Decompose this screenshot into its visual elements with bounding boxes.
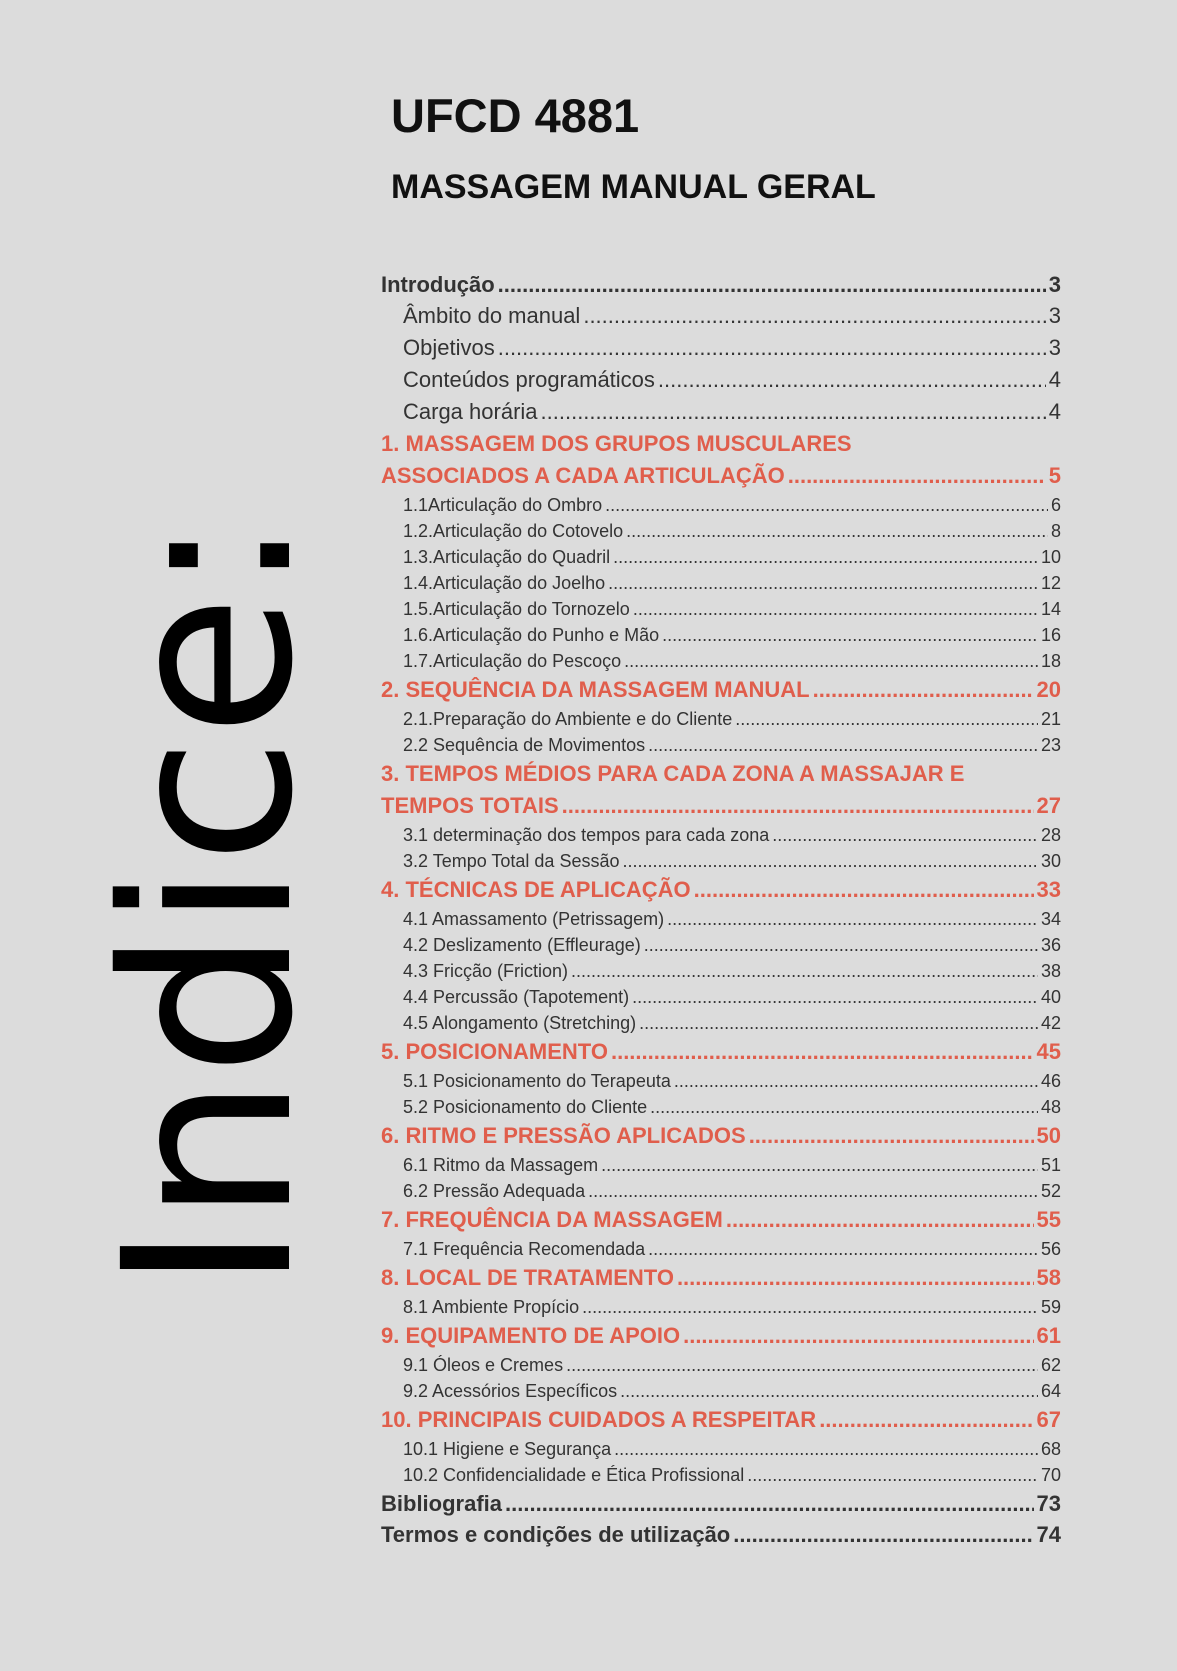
dot-leader bbox=[626, 521, 1048, 542]
toc-section-label: 4.4 Percussão (Tapotement) bbox=[403, 987, 630, 1007]
dot-leader bbox=[498, 272, 1046, 298]
toc-page-number: 61 bbox=[1036, 1323, 1061, 1348]
toc-entry-label: Objetivos bbox=[403, 335, 495, 360]
toc-page-number: 58 bbox=[1036, 1265, 1061, 1290]
dot-leader bbox=[620, 1381, 1038, 1402]
toc-entry-label: Carga horária bbox=[403, 399, 538, 424]
toc-page-number: 64 bbox=[1040, 1381, 1061, 1401]
dot-leader bbox=[608, 573, 1038, 594]
toc-section[interactable] bbox=[381, 1439, 1061, 1465]
toc-entry[interactable] bbox=[381, 335, 1061, 367]
toc-chapter-1-heading-line1[interactable]: 1. MASSAGEM DOS GRUPOS MUSCULARES bbox=[381, 431, 852, 456]
dot-leader bbox=[622, 851, 1037, 872]
toc-section[interactable] bbox=[381, 599, 1061, 625]
toc-page-number: 59 bbox=[1040, 1297, 1061, 1317]
toc-chapter-10[interactable] bbox=[381, 1407, 1061, 1439]
dot-leader bbox=[601, 1155, 1038, 1176]
toc-section-label: 1.5.Articulação do Tornozelo bbox=[403, 599, 630, 619]
toc-chapter-label: ASSOCIADOS A CADA ARTICULAÇÃO bbox=[381, 463, 785, 488]
dot-leader bbox=[582, 1297, 1038, 1318]
toc-page-number: 48 bbox=[1040, 1097, 1061, 1117]
toc-section[interactable] bbox=[381, 573, 1061, 599]
dot-leader bbox=[726, 1207, 1034, 1233]
toc-page-number: 50 bbox=[1036, 1123, 1061, 1148]
toc-page-number: 45 bbox=[1036, 1039, 1061, 1064]
dot-leader bbox=[674, 1071, 1038, 1092]
toc-page-number: 8 bbox=[1050, 521, 1061, 541]
toc-section[interactable] bbox=[381, 961, 1061, 987]
toc-section[interactable] bbox=[381, 1355, 1061, 1381]
toc-section[interactable] bbox=[381, 987, 1061, 1013]
dot-leader bbox=[571, 961, 1038, 982]
toc-entry-label: Bibliografia bbox=[381, 1491, 503, 1516]
toc-section-label: 10.1 Higiene e Segurança bbox=[403, 1439, 612, 1459]
toc-page-number: 46 bbox=[1040, 1071, 1061, 1091]
toc-page-number: 20 bbox=[1036, 677, 1061, 702]
dot-leader bbox=[605, 495, 1048, 516]
dot-leader bbox=[733, 1522, 1033, 1548]
toc-section-label: 9.1 Óleos e Cremes bbox=[403, 1355, 564, 1375]
toc-section[interactable] bbox=[381, 1239, 1061, 1265]
toc-chapter-6[interactable] bbox=[381, 1123, 1061, 1155]
toc-page-number: 3 bbox=[1048, 272, 1061, 297]
toc-section-label: 2.2 Sequência de Movimentos bbox=[403, 735, 646, 755]
toc-section-label: 9.2 Acessórios Específicos bbox=[403, 1381, 618, 1401]
dot-leader bbox=[639, 1013, 1038, 1034]
dot-leader bbox=[749, 1123, 1034, 1149]
toc-chapter-label: 7. FREQUÊNCIA DA MASSAGEM bbox=[381, 1207, 723, 1232]
toc-entry-terms[interactable] bbox=[381, 1522, 1061, 1553]
dot-leader bbox=[662, 625, 1038, 646]
toc-section-label: 4.2 Deslizamento (Effleurage) bbox=[403, 935, 641, 955]
dot-leader bbox=[658, 367, 1046, 393]
toc-chapter-3[interactable] bbox=[381, 793, 1061, 825]
toc-page-number: 4 bbox=[1048, 399, 1061, 424]
toc-section-label: 1.7.Articulação do Pescoço bbox=[403, 651, 622, 671]
toc-page-number: 21 bbox=[1040, 709, 1061, 729]
toc-page-number: 18 bbox=[1040, 651, 1061, 671]
dot-leader bbox=[633, 599, 1038, 620]
toc-page-number: 70 bbox=[1040, 1465, 1061, 1485]
dot-leader bbox=[683, 1323, 1033, 1349]
toc-chapter-label: TEMPOS TOTAIS bbox=[381, 793, 559, 818]
toc-section-label: 1.1Articulação do Ombro bbox=[403, 495, 603, 515]
dot-leader bbox=[644, 935, 1038, 956]
dot-leader bbox=[566, 1355, 1038, 1376]
toc-section-label: 4.5 Alongamento (Stretching) bbox=[403, 1013, 637, 1033]
toc-chapter-2[interactable] bbox=[381, 677, 1061, 709]
toc-chapter-label: 6. RITMO E PRESSÃO APLICADOS bbox=[381, 1123, 746, 1148]
toc-section-label: 10.2 Confidencialidade e Ética Profissional bbox=[403, 1465, 745, 1485]
toc-chapter-4[interactable] bbox=[381, 877, 1061, 909]
dot-leader bbox=[588, 1181, 1038, 1202]
dot-leader bbox=[498, 335, 1046, 361]
dot-leader bbox=[613, 547, 1038, 568]
toc-chapter-label: 2. SEQUÊNCIA DA MASSAGEM MANUAL bbox=[381, 677, 810, 702]
toc-chapter-label: 4. TÉCNICAS DE APLICAÇÃO bbox=[381, 877, 691, 902]
toc-page-number: 40 bbox=[1040, 987, 1061, 1007]
toc-section[interactable] bbox=[381, 495, 1061, 521]
toc-section[interactable] bbox=[381, 735, 1061, 761]
dot-leader bbox=[650, 1097, 1038, 1118]
toc-page-number: 3 bbox=[1048, 335, 1061, 360]
toc-section-label: 2.1.Preparação do Ambiente e do Cliente bbox=[403, 709, 733, 729]
toc-page-number: 52 bbox=[1040, 1181, 1061, 1201]
toc-section-label: 1.2.Articulação do Cotovelo bbox=[403, 521, 624, 541]
toc-page-number: 3 bbox=[1048, 303, 1061, 328]
toc-entry-label: Introdução bbox=[381, 272, 495, 297]
toc-section[interactable] bbox=[381, 851, 1061, 877]
toc-section[interactable] bbox=[381, 1097, 1061, 1123]
dot-leader bbox=[541, 399, 1046, 425]
toc-chapter-3-heading-line1[interactable]: 3. TEMPOS MÉDIOS PARA CADA ZONA A MASSAJAR E bbox=[381, 761, 965, 786]
dot-leader bbox=[772, 825, 1038, 846]
toc-entry-bibliography[interactable] bbox=[381, 1491, 1061, 1522]
toc-chapter-label: 8. LOCAL DE TRATAMENTO bbox=[381, 1265, 674, 1290]
dot-leader bbox=[813, 677, 1034, 703]
document-code: UFCD 4881 bbox=[391, 89, 640, 142]
toc-page-number: 55 bbox=[1036, 1207, 1061, 1232]
toc-section[interactable] bbox=[381, 1181, 1061, 1207]
dot-leader bbox=[667, 909, 1038, 930]
toc-section[interactable] bbox=[381, 709, 1061, 735]
toc-page-number: 10 bbox=[1040, 547, 1061, 567]
dot-leader bbox=[583, 303, 1045, 329]
toc-page-number: 23 bbox=[1040, 735, 1061, 755]
toc-section[interactable] bbox=[381, 1155, 1061, 1181]
toc-section[interactable] bbox=[381, 547, 1061, 573]
dot-leader bbox=[819, 1407, 1033, 1433]
toc-section-label: 6.2 Pressão Adequada bbox=[403, 1181, 586, 1201]
dot-leader bbox=[611, 1039, 1034, 1065]
toc-section[interactable] bbox=[381, 909, 1061, 935]
toc-entry[interactable] bbox=[381, 303, 1061, 335]
toc-entry-label: Âmbito do manual bbox=[403, 303, 581, 328]
table-of-contents bbox=[381, 272, 1061, 1553]
toc-section-label: 1.3.Articulação do Quadril bbox=[403, 547, 611, 567]
dot-leader bbox=[735, 709, 1038, 730]
dot-leader bbox=[677, 1265, 1034, 1291]
toc-section-label: 4.3 Fricção (Friction) bbox=[403, 961, 569, 981]
toc-page-number: 6 bbox=[1050, 495, 1061, 515]
toc-entry-label: Termos e condições de utilização bbox=[381, 1522, 731, 1547]
dot-leader bbox=[562, 793, 1034, 819]
side-title: Indice: bbox=[74, 516, 344, 1292]
toc-page-number: 74 bbox=[1036, 1522, 1061, 1547]
toc-page-number: 67 bbox=[1036, 1407, 1061, 1432]
toc-chapter-label: 5. POSICIONAMENTO bbox=[381, 1039, 608, 1064]
toc-section-label: 1.4.Articulação do Joelho bbox=[403, 573, 606, 593]
toc-page-number: 16 bbox=[1040, 625, 1061, 645]
toc-page-number: 51 bbox=[1040, 1155, 1061, 1175]
toc-page-number: 27 bbox=[1036, 793, 1061, 818]
toc-page-number: 30 bbox=[1040, 851, 1061, 871]
toc-chapter-5[interactable] bbox=[381, 1039, 1061, 1071]
toc-section[interactable] bbox=[381, 625, 1061, 651]
toc-chapter-label: 9. EQUIPAMENTO DE APOIO bbox=[381, 1323, 681, 1348]
toc-chapter-1[interactable] bbox=[381, 463, 1061, 495]
toc-section-label: 7.1 Frequência Recomendada bbox=[403, 1239, 646, 1259]
toc-section[interactable] bbox=[381, 825, 1061, 851]
toc-section[interactable] bbox=[381, 935, 1061, 961]
toc-section-label: 5.1 Posicionamento do Terapeuta bbox=[403, 1071, 671, 1091]
toc-page-number: 38 bbox=[1040, 961, 1061, 981]
toc-page-number: 34 bbox=[1040, 909, 1061, 929]
toc-page-number: 42 bbox=[1040, 1013, 1061, 1033]
toc-section-label: 8.1 Ambiente Propício bbox=[403, 1297, 580, 1317]
toc-page-number: 36 bbox=[1040, 935, 1061, 955]
toc-section[interactable] bbox=[381, 1297, 1061, 1323]
toc-page-number: 12 bbox=[1040, 573, 1061, 593]
toc-entry-introduction[interactable] bbox=[381, 272, 1061, 303]
toc-section-label: 3.1 determinação dos tempos para cada zona bbox=[403, 825, 770, 845]
toc-section[interactable] bbox=[381, 1071, 1061, 1097]
toc-page-number: 5 bbox=[1048, 463, 1061, 488]
toc-section[interactable] bbox=[381, 1381, 1061, 1407]
dot-leader bbox=[632, 987, 1038, 1008]
toc-section[interactable] bbox=[381, 1465, 1061, 1491]
toc-page-number: 33 bbox=[1036, 877, 1061, 902]
dot-leader bbox=[788, 463, 1046, 489]
toc-page-number: 56 bbox=[1040, 1239, 1061, 1259]
document-title: MASSAGEM MANUAL GERAL bbox=[391, 168, 876, 206]
toc-page-number: 14 bbox=[1040, 599, 1061, 619]
toc-page-number: 28 bbox=[1040, 825, 1061, 845]
dot-leader bbox=[624, 651, 1038, 672]
toc-section-label: 6.1 Ritmo da Massagem bbox=[403, 1155, 599, 1175]
toc-section[interactable] bbox=[381, 651, 1061, 677]
dot-leader bbox=[505, 1491, 1034, 1517]
toc-page-number: 4 bbox=[1048, 367, 1061, 392]
toc-section[interactable] bbox=[381, 521, 1061, 547]
toc-section-label: 1.6.Articulação do Punho e Mão bbox=[403, 625, 660, 645]
toc-page-number: 68 bbox=[1040, 1439, 1061, 1459]
toc-entry[interactable] bbox=[381, 367, 1061, 399]
toc-entry[interactable] bbox=[381, 399, 1061, 431]
toc-chapter-9[interactable] bbox=[381, 1323, 1061, 1355]
dot-leader bbox=[747, 1465, 1038, 1486]
toc-page-number: 62 bbox=[1040, 1355, 1061, 1375]
dot-leader bbox=[614, 1439, 1038, 1460]
dot-leader bbox=[648, 1239, 1038, 1260]
toc-page-number: 73 bbox=[1036, 1491, 1061, 1516]
toc-chapter-label: 10. PRINCIPAIS CUIDADOS A RESPEITAR bbox=[381, 1407, 817, 1432]
toc-section-label: 3.2 Tempo Total da Sessão bbox=[403, 851, 620, 871]
toc-section[interactable] bbox=[381, 1013, 1061, 1039]
dot-leader bbox=[694, 877, 1034, 903]
toc-chapter-8[interactable] bbox=[381, 1265, 1061, 1297]
toc-section-label: 4.1 Amassamento (Petrissagem) bbox=[403, 909, 665, 929]
toc-chapter-7[interactable] bbox=[381, 1207, 1061, 1239]
toc-section-label: 5.2 Posicionamento do Cliente bbox=[403, 1097, 648, 1117]
dot-leader bbox=[648, 735, 1038, 756]
toc-entry-label: Conteúdos programáticos bbox=[403, 367, 655, 392]
